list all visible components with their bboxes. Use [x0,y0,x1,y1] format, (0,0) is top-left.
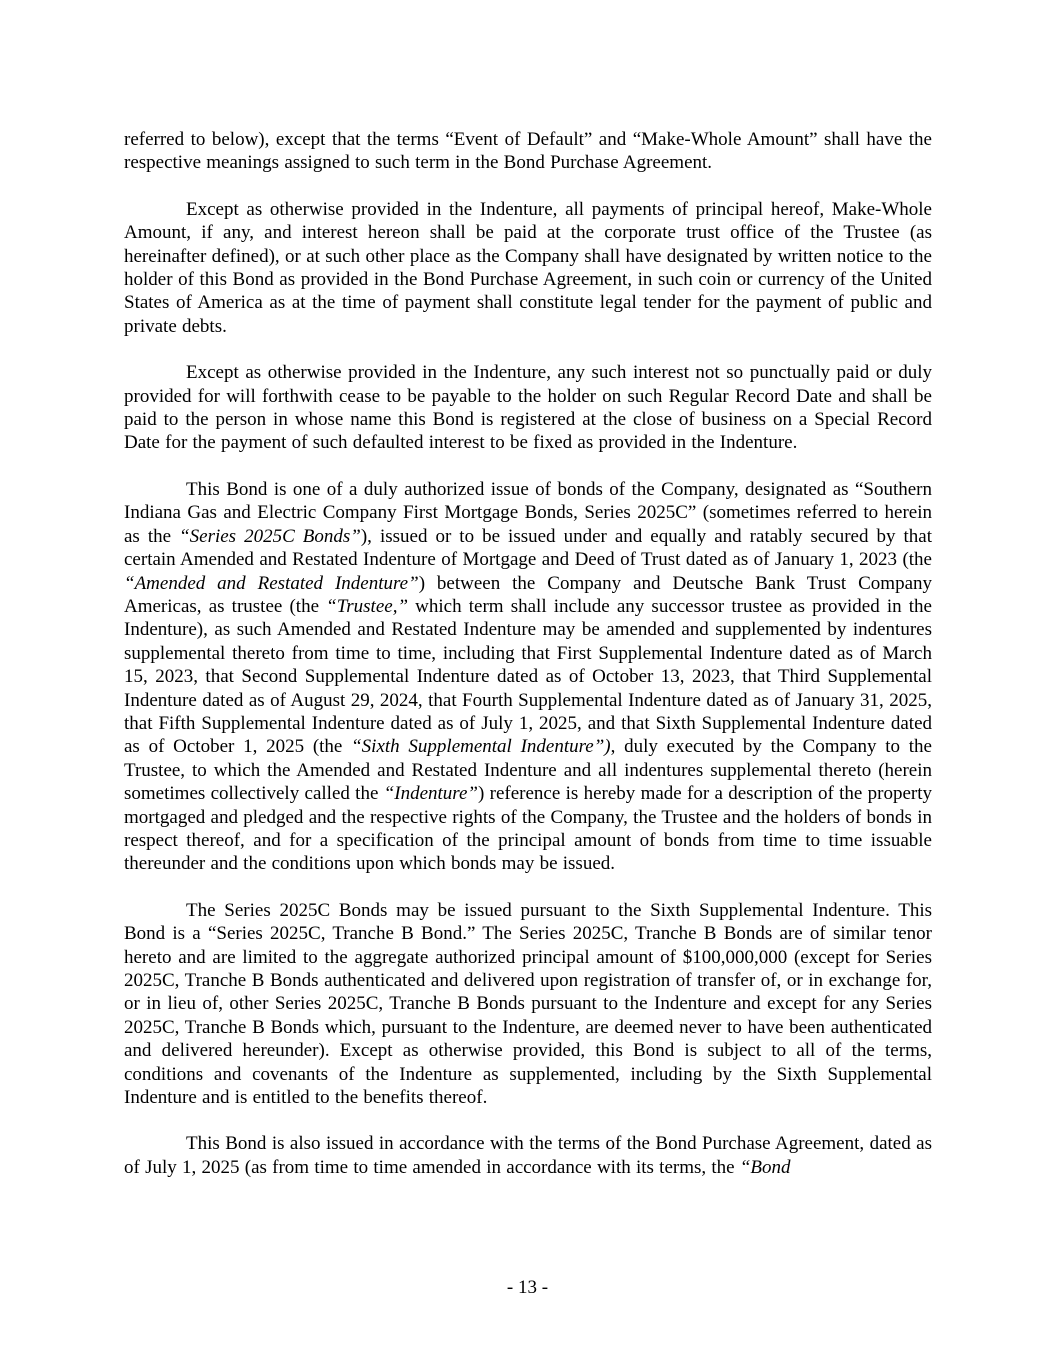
italic-text-run: “Bond [739,1156,791,1178]
text-run: which term shall include any successor trustee as provided in the Indenture), as such Amended and Restated Indenture may be amended and supplemented by indentures supplemental thereto from time to time, including that First Supplemental Indenture dated as of March 15, 2023, that Second Supplemental Indenture dated as of October 13, 2023, that Third Supplemental Indenture dated as of August 29, 2024, that Fourth Supplemental Indenture dated as of January 31, 2025, that Fifth Supplemental Indenture dated as of July 1, 2025, and that Sixth Supplemental Indenture dated as of October 1, 2025 (the [124,595,932,758]
page-number: - 13 - [506,1277,549,1298]
text-run: ), issued or to be issued under and equally and ratably secured by that certain Amended and Restated Indenture of Mortgage and Deed of Trust dated as of January 1, 2023 (the [124,525,932,571]
italic-text-run: “Trustee,” [326,595,409,617]
italic-text-run: “Series 2025C Bonds” [179,525,361,547]
text-run: This Bond is one of a duly authorized issue of bonds of the Company, designated as “Southern Indiana Gas and Electric Company First Mortgage Bonds, Series 2025C” (sometimes referred to herein as the [124,478,932,547]
italic-text-run: “Sixth Supplemental Indenture”) [351,736,611,758]
document-body [124,128,932,1179]
text-run: ) between the Company and Deutsche Bank Trust Company Americas, as trustee (the [124,572,932,617]
italic-text-run: “Amended and Restated Indenture” [124,572,419,594]
paragraph [124,1132,932,1179]
italic-text-run: “Indenture” [383,783,478,805]
text-run: Except as otherwise provided in the Indenture, any such interest not so punctually paid or duly provided for will forthwith cease to be payable to the holder on such Regular Record Date and shall be paid to the person in whose name this Bond is registered at the close of business on a Special Record Date for the payment of such defaulted interest to be fixed as provided in the Indenture. [124,362,932,454]
paragraph [124,361,932,455]
text-run: , duly executed by the Company to the Trustee, to which the Amended and Restated Indenture and all indentures supplemental thereto (herein sometimes collectively called the [124,736,932,805]
paragraph [124,899,932,1110]
text-run: ) reference is hereby made for a description of the property mortgaged and pledged and the respective rights of the Company, the Trustee and the holders of bonds in respect thereof, and for a specification of the principal amount of bonds from time to time issuable thereunder and the conditions upon which bonds may be issued. [124,783,932,875]
paragraph [124,198,932,338]
text-run: Except as otherwise provided in the Indenture, all payments of principal hereof, Make-Whole Amount, if any, and interest hereon shall be paid at the corporate trust office of the Trustee (as hereinafter defined), or at such other place as the Company shall have designated by written notice to the holder of this Bond as provided in the Bond Purchase Agreement, in such coin or currency of the United States of America as at the time of payment shall constitute legal tender for the payment of public and private debts. [124,198,932,337]
paragraph [124,128,932,175]
text-run: This Bond is also issued in accordance with the terms of the Bond Purchase Agreement, dated as of July 1, 2025 (as from time to time amended in accordance with its terms, the [124,1133,932,1178]
text-run: The Series 2025C Bonds may be issued pursuant to the Sixth Supplemental Indenture. This Bond is a “Series 2025C, Tranche B Bond.” The Series 2025C, Tranche B Bonds are of similar tenor hereto and are limited to the aggregate authorized principal amount of $100,000,000 (except for Series 2025C, Tranche B Bonds authenticated and delivered upon registration of transfer of, or in exchange for, or in lieu of, other Series 2025C, Tranche B Bonds pursuant to the Indenture and except for any Series 2025C, Tranche B Bonds which, pursuant to the Indenture, are deemed never to have been authenticated and delivered hereunder). Except as otherwise provided, this Bond is subject to all of the terms, conditions and covenants of the Indenture as supplemented, including by the Sixth Supplemental Indenture and is entitled to the benefits thereof. [124,899,932,1109]
text-run: referred to below), except that the terms “Event of Default” and “Make-Whole Amount” shall have the respective meanings assigned to such term in the Bond Purchase Agreement. [124,129,932,174]
paragraph [124,478,932,876]
